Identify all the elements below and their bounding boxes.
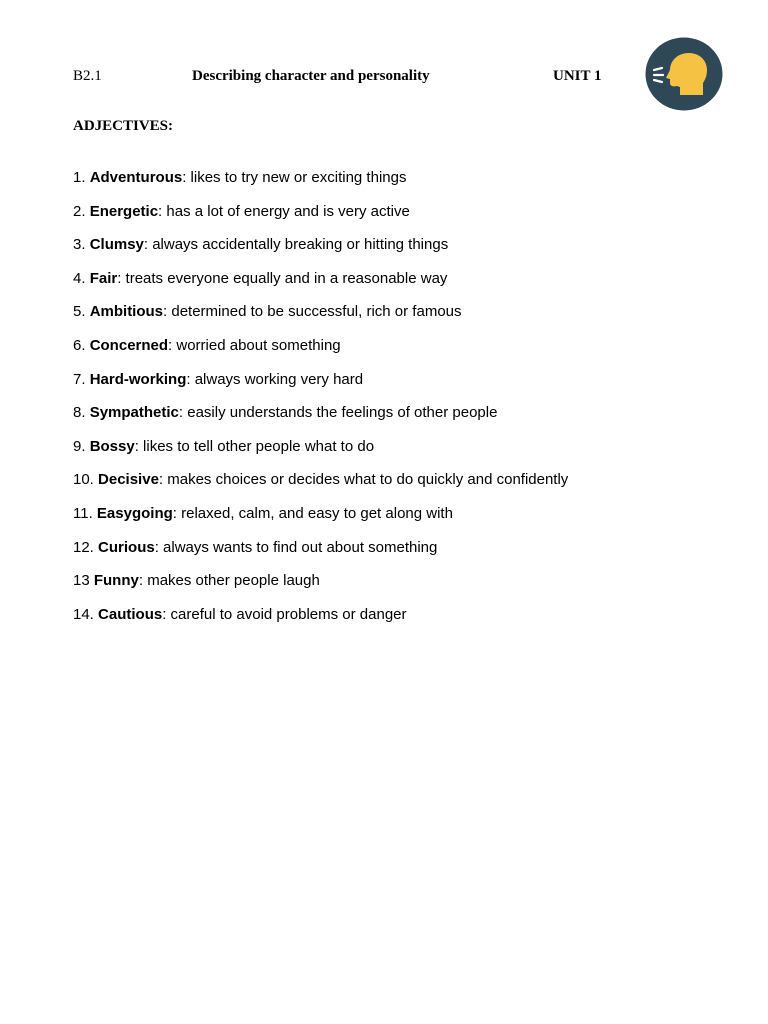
adjective-definition: : treats everyone equally and in a reasonable way: [117, 269, 448, 287]
item-number: 2.: [73, 202, 86, 220]
adjective-item: [73, 437, 568, 471]
adjective-item: [73, 504, 568, 538]
item-number: 12.: [73, 538, 94, 556]
adjective-definition: : always working very hard: [186, 370, 364, 388]
page-title: Describing character and personality: [192, 68, 430, 84]
item-number: 1.: [73, 169, 86, 186]
adjective-definition: : worried about something: [168, 336, 341, 354]
adjectives-heading: ADJECTIVES:: [73, 118, 174, 134]
adjective-item: [73, 269, 568, 303]
adjective-term: Clumsy: [89, 236, 144, 254]
item-number: 3.: [73, 236, 86, 254]
adjective-definition: : has a lot of energy and is very active: [158, 202, 410, 220]
adjective-item: [73, 538, 568, 572]
item-number: 6.: [73, 336, 86, 354]
item-number: 8.: [73, 404, 86, 422]
item-number: 5.: [73, 303, 86, 321]
adjective-term: Decisive: [98, 471, 159, 489]
adjective-definition: : easily understands the feelings of other people: [178, 404, 498, 422]
adjective-definition: : makes other people laugh: [138, 572, 320, 590]
item-number: 9.: [73, 437, 86, 455]
adjective-definition: : determined to be successful, rich or famous: [163, 303, 462, 321]
adjective-term: Concerned: [89, 336, 169, 354]
adjective-item: [73, 235, 568, 269]
adjective-item: [73, 336, 568, 370]
adjective-definition: : likes to tell other people what to do: [134, 437, 375, 455]
adjective-term: Hard-working: [89, 370, 187, 388]
adjective-item: [73, 168, 568, 202]
adjective-term: Curious: [98, 538, 155, 556]
adjective-term: Ambitious: [89, 303, 164, 321]
adjective-term: Cautious: [98, 605, 163, 623]
level-label: B2.1: [73, 68, 102, 84]
adjective-item: [73, 202, 568, 236]
adjective-definition: : careful to avoid problems or danger: [162, 605, 407, 623]
adjective-term: Bossy: [89, 437, 135, 455]
adjective-item: [73, 302, 568, 336]
adjective-term: Adventurous: [89, 169, 183, 186]
item-number: 10.: [73, 471, 94, 489]
adjective-definition: : always wants to find out about something: [154, 538, 438, 556]
adjective-item: [73, 370, 568, 404]
item-number: 4.: [73, 269, 86, 287]
adjective-item: [73, 470, 568, 504]
adjective-definition: : always accidentally breaking or hitting things: [143, 236, 449, 254]
adjective-term: Funny: [93, 572, 139, 590]
adjective-term: Energetic: [89, 202, 159, 220]
adjective-term: Fair: [89, 269, 118, 287]
item-number: 11.: [73, 504, 93, 522]
adjective-definition: : makes choices or decides what to do quickly and confidently: [158, 471, 569, 489]
item-number: 13: [73, 572, 90, 590]
adjective-item: [73, 605, 568, 639]
speaking-head-icon: [645, 37, 723, 111]
item-number: 14.: [73, 605, 94, 623]
adjective-item: [73, 403, 568, 437]
adjective-term: Easygoing: [96, 504, 173, 522]
adjective-list: [73, 168, 568, 638]
adjective-definition: : likes to try new or exciting things: [182, 169, 407, 186]
item-number: 7.: [73, 370, 86, 388]
unit-label: UNIT 1: [553, 68, 602, 84]
adjective-definition: : relaxed, calm, and easy to get along with: [172, 504, 453, 522]
adjective-item: [73, 571, 568, 605]
adjective-term: Sympathetic: [89, 404, 179, 422]
